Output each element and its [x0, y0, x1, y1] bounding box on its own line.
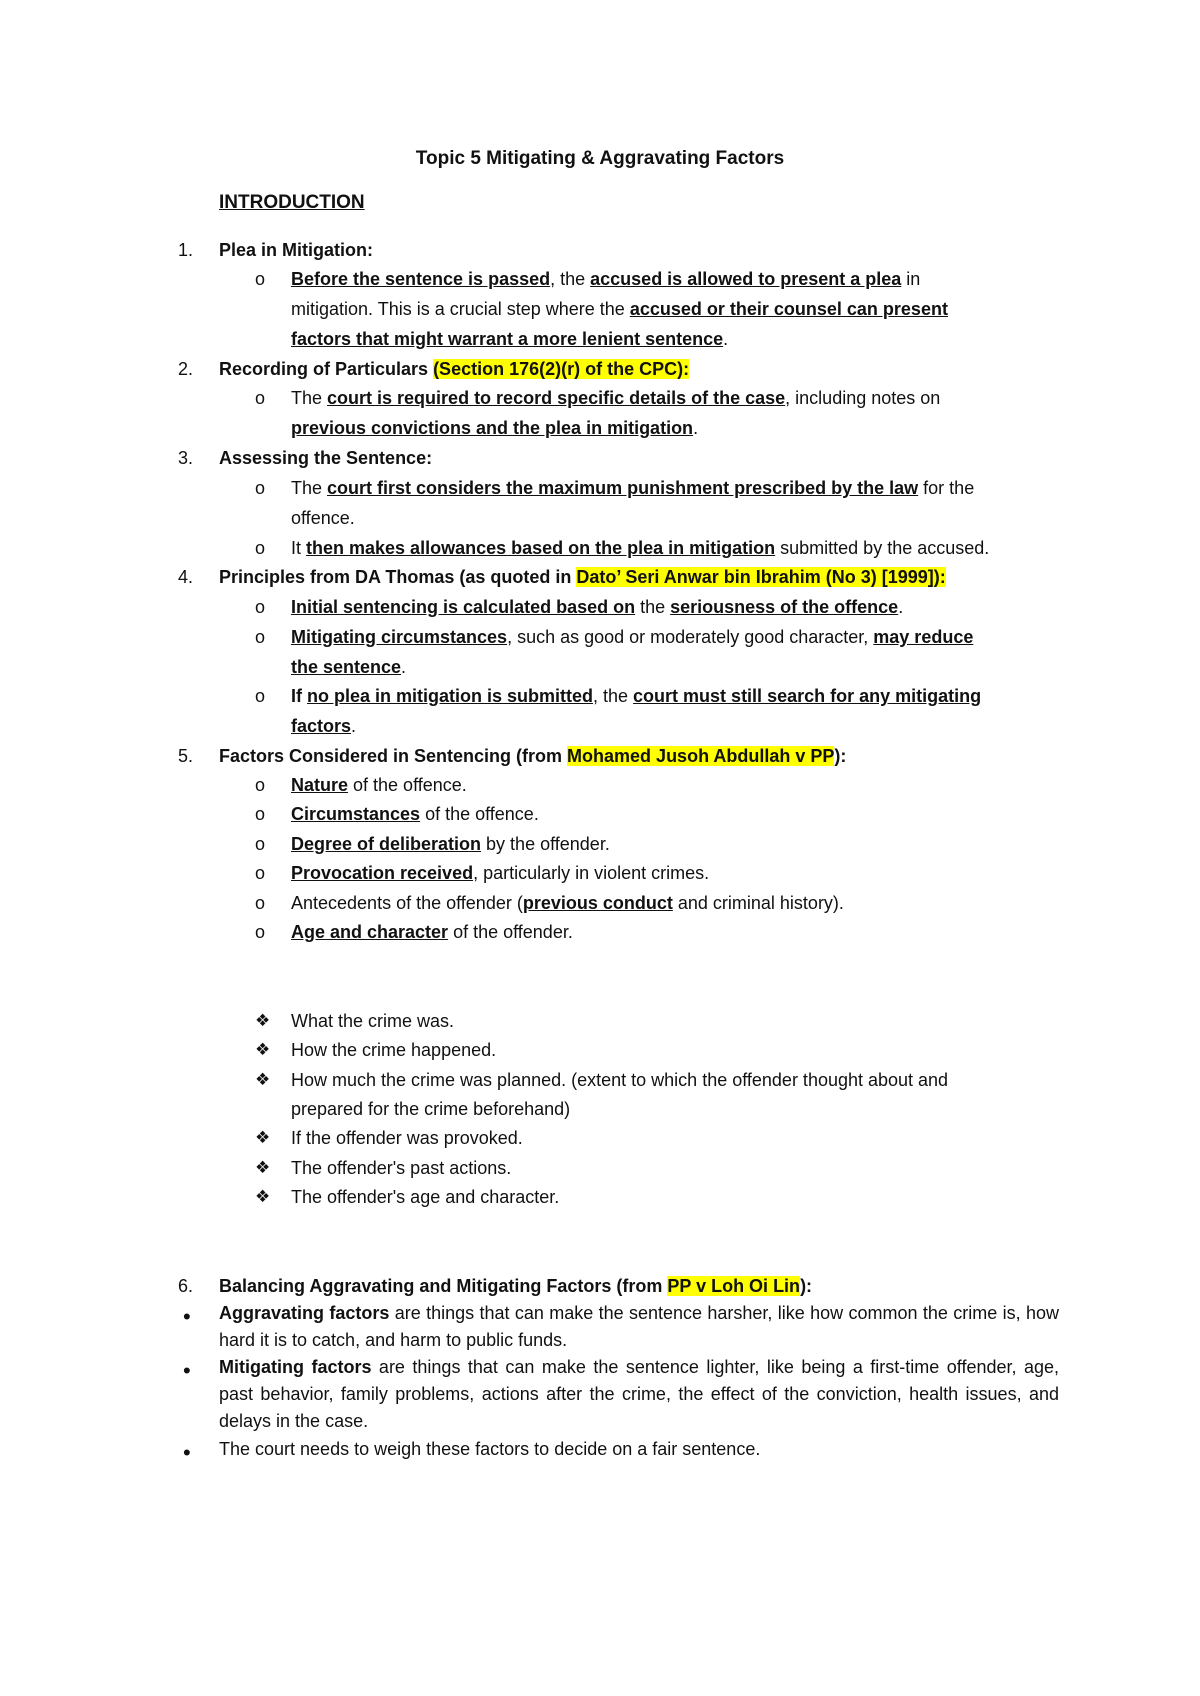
text-span: mitigation. This is a crucial step where the: [291, 299, 630, 319]
text-span: .: [898, 597, 904, 617]
text-span: then makes allowances based on the plea in mitigation: [306, 538, 776, 558]
list-text: How the crime happened.: [291, 1040, 497, 1060]
section-1-heading: [0, 237, 1200, 263]
text-span: may reduce: [873, 627, 974, 647]
diamond-bullet-icon: ❖: [255, 1158, 271, 1177]
text-span: by the offender.: [481, 834, 610, 854]
text-span: , such as good or moderately good character,: [507, 627, 874, 647]
section-number: 6.: [178, 1276, 194, 1296]
text-span: ):: [800, 1276, 813, 1296]
text-span: Antecedents of the offender (: [291, 893, 523, 913]
section-4-heading: [0, 564, 1200, 590]
text-span: Degree of deliberation: [291, 834, 482, 854]
text-span: Factors Considered in Sentencing (from: [219, 746, 568, 766]
section-3-heading: [0, 445, 1200, 471]
section-5-item: [0, 919, 1200, 945]
bullet-o: o: [255, 269, 266, 289]
text-span: ):: [834, 746, 847, 766]
plain-list-item: [0, 1125, 1200, 1151]
section-3-bullet-1: [0, 475, 1200, 501]
list-text: How much the crime was planned. (extent to which the offender thought about and: [291, 1070, 949, 1090]
bullet-o: o: [255, 597, 266, 617]
section-5-item: [0, 831, 1200, 857]
text-span: .: [723, 329, 729, 349]
text-span: court is required to record specific details of the case: [327, 388, 786, 408]
bullet-text: [291, 475, 974, 501]
text-span: .: [401, 657, 407, 677]
section-number: 1.: [178, 240, 194, 260]
section-4-bullet-2: [0, 624, 1200, 650]
section-number: 4.: [178, 567, 194, 587]
text-span: of the offence.: [348, 775, 467, 795]
section-5-item: [0, 860, 1200, 886]
text-span: accused or their counsel can present: [629, 299, 948, 319]
section-number: 2.: [178, 359, 194, 379]
plain-list-item: [0, 1184, 1200, 1210]
bullet-o: o: [255, 478, 266, 498]
text-span: submitted by the accused.: [775, 538, 990, 558]
list-text: The offender's past actions.: [291, 1158, 512, 1178]
text-span: Initial sentencing is calculated based on: [291, 597, 636, 617]
plain-list-item: [0, 1037, 1200, 1063]
plain-list-item-continuation: [0, 1096, 1200, 1122]
bullet-o: o: [255, 627, 266, 647]
text-span: The: [291, 478, 328, 498]
page-title: Topic 5 Mitigating & Aggravating Factors: [415, 148, 785, 169]
bullet-o: o: [255, 922, 266, 942]
list-text: The offender's age and character.: [291, 1187, 560, 1207]
text-span: court first considers the maximum punishment prescribed by the law: [327, 478, 919, 498]
text-span: in: [901, 269, 921, 289]
bullet-text: [291, 713, 356, 739]
bullet-o: o: [255, 686, 266, 706]
section-number: 3.: [178, 448, 194, 468]
diamond-bullet-icon: ❖: [255, 1070, 271, 1089]
bullet-o: o: [255, 804, 266, 824]
section-2-bullet-1-line-2: [0, 415, 1200, 441]
bullet-text: [291, 772, 467, 798]
text-span: factors that might warrant a more lenient sentence: [291, 329, 724, 349]
aggravating-paragraph: [219, 1300, 1059, 1354]
bullet-text: [291, 860, 709, 886]
text-span: Aggravating factors: [219, 1303, 390, 1323]
text-span: The: [291, 388, 328, 408]
text-span: are things that can make the sentence lighter, like being a first-time offender, age, past behavior, family problems, actions after the crime, the effect of the conviction, health issues, and delays in the case.: [219, 1357, 1059, 1431]
bullet-text: [291, 594, 903, 620]
bullet-o: o: [255, 388, 266, 408]
text-span: factors: [291, 716, 352, 736]
text-span: Mitigating factors: [219, 1357, 372, 1377]
bullet-o: o: [255, 863, 266, 883]
section-6-heading: [0, 1273, 1200, 1299]
text-span: Recording of Particulars: [219, 359, 434, 379]
bullet-text: [291, 535, 989, 561]
mitigating-paragraph: [219, 1354, 1059, 1435]
text-span: Before the sentence is passed: [291, 269, 551, 289]
bullet-text: [291, 831, 610, 857]
text-span: no plea in mitigation is submitted: [307, 686, 594, 706]
text-span: of the offence.: [420, 804, 539, 824]
text-span: Principles from DA Thomas (as quoted in: [219, 567, 577, 587]
text-span: are things that can make the sentence harsher, like how common the crime is, how hard it is to catch, and harm to public funds.: [219, 1303, 1059, 1350]
diamond-bullet-icon: ❖: [255, 1011, 271, 1030]
section-title: [219, 356, 689, 382]
highlighted-citation: Mohamed Jusoh Abdullah v PP: [567, 746, 835, 766]
bullet-dot: •: [183, 1440, 191, 1465]
list-text: If the offender was provoked.: [291, 1128, 523, 1148]
highlighted-citation: (Section 176(2)(r) of the CPC):: [433, 359, 690, 379]
bullet-text: offence.: [291, 508, 355, 528]
bullet-text: [291, 385, 940, 411]
plain-list-item: [0, 1008, 1200, 1034]
diamond-bullet-icon: ❖: [255, 1040, 271, 1059]
bullet-dot: •: [183, 1358, 191, 1383]
bullet-text: [291, 326, 728, 352]
section-5-heading: [0, 743, 1200, 769]
bullet-text: [291, 654, 406, 680]
text-span: and criminal history).: [672, 893, 844, 913]
text-span: , including notes on: [785, 388, 941, 408]
text-span: accused is allowed to present a plea: [590, 269, 902, 289]
list-text: What the crime was.: [291, 1011, 455, 1031]
text-span: , the: [550, 269, 591, 289]
section-1-bullet-1: [0, 266, 1200, 292]
text-span: Mitigating circumstances: [291, 627, 508, 647]
section-5-item: [0, 801, 1200, 827]
text-span: the: [635, 597, 671, 617]
bullet-o: o: [255, 893, 266, 913]
section-title: Assessing the Sentence:: [219, 448, 433, 468]
section-1-bullet-1-line-3: [0, 326, 1200, 352]
text-span: seriousness of the offence: [670, 597, 899, 617]
text-span: , the: [593, 686, 634, 706]
text-span: .: [351, 716, 357, 736]
diamond-bullet-icon: ❖: [255, 1187, 271, 1206]
section-4-bullet-2-line-2: [0, 654, 1200, 680]
bullet-text: [291, 266, 920, 292]
section-title: [219, 743, 846, 769]
section-4-bullet-1: [0, 594, 1200, 620]
text-span: Circumstances: [291, 804, 421, 824]
text-span: previous convictions and the plea in mitigation: [291, 418, 694, 438]
court-weighs-paragraph: The court needs to weigh these factors to decide on a fair sentence.: [219, 1439, 761, 1459]
section-5-item: [0, 772, 1200, 798]
bullet-text: [291, 801, 539, 827]
text-span: .: [693, 418, 699, 438]
bullet-text: [291, 919, 573, 945]
section-3-bullet-1-line-2: [0, 505, 1200, 531]
section-5-item: [0, 890, 1200, 916]
plain-list-item: [0, 1067, 1200, 1093]
diamond-bullet-icon: ❖: [255, 1128, 271, 1147]
text-span: of the offender.: [448, 922, 573, 942]
bullet-text: [291, 890, 844, 916]
bullet-text: [291, 624, 973, 650]
bullet-text: [291, 296, 948, 322]
text-span: Balancing Aggravating and Mitigating Factors (from: [219, 1276, 668, 1296]
text-span: the sentence: [291, 657, 402, 677]
section-2-heading: [0, 356, 1200, 382]
highlighted-citation: Dato’ Seri Anwar bin Ibrahim (No 3) [1999]):: [576, 567, 946, 587]
text-span: for the: [918, 478, 975, 498]
text-span: court must still search for any mitigating: [633, 686, 982, 706]
bullet-o: o: [255, 538, 266, 558]
section-number: 5.: [178, 746, 194, 766]
section-4-bullet-3: [0, 683, 1200, 709]
bullet-o: o: [255, 775, 266, 795]
list-text: prepared for the crime beforehand): [291, 1099, 571, 1119]
intro-heading: INTRODUCTION: [219, 192, 365, 213]
section-3-bullet-2: [0, 535, 1200, 561]
text-span: Age and character: [291, 922, 449, 942]
section-title: Plea in Mitigation:: [219, 240, 374, 260]
section-title: [219, 1273, 812, 1299]
text-span: Nature: [291, 775, 349, 795]
text-span: It: [291, 538, 307, 558]
bullet-o: o: [255, 834, 266, 854]
highlighted-citation: PP v Loh Oi Lin: [667, 1276, 801, 1296]
text-span: Provocation received: [291, 863, 474, 883]
section-4-bullet-3-line-2: [0, 713, 1200, 739]
section-title: [219, 564, 946, 590]
section-1-bullet-1-line-2: [0, 296, 1200, 322]
bullet-text: [291, 683, 981, 709]
plain-list-item: [0, 1155, 1200, 1181]
text-span: previous conduct: [522, 893, 673, 913]
bullet-text: [291, 415, 698, 441]
bullet-dot: •: [183, 1304, 191, 1329]
text-span: , particularly in violent crimes.: [473, 863, 710, 883]
section-2-bullet-1: [0, 385, 1200, 411]
text-span: If: [291, 686, 307, 706]
